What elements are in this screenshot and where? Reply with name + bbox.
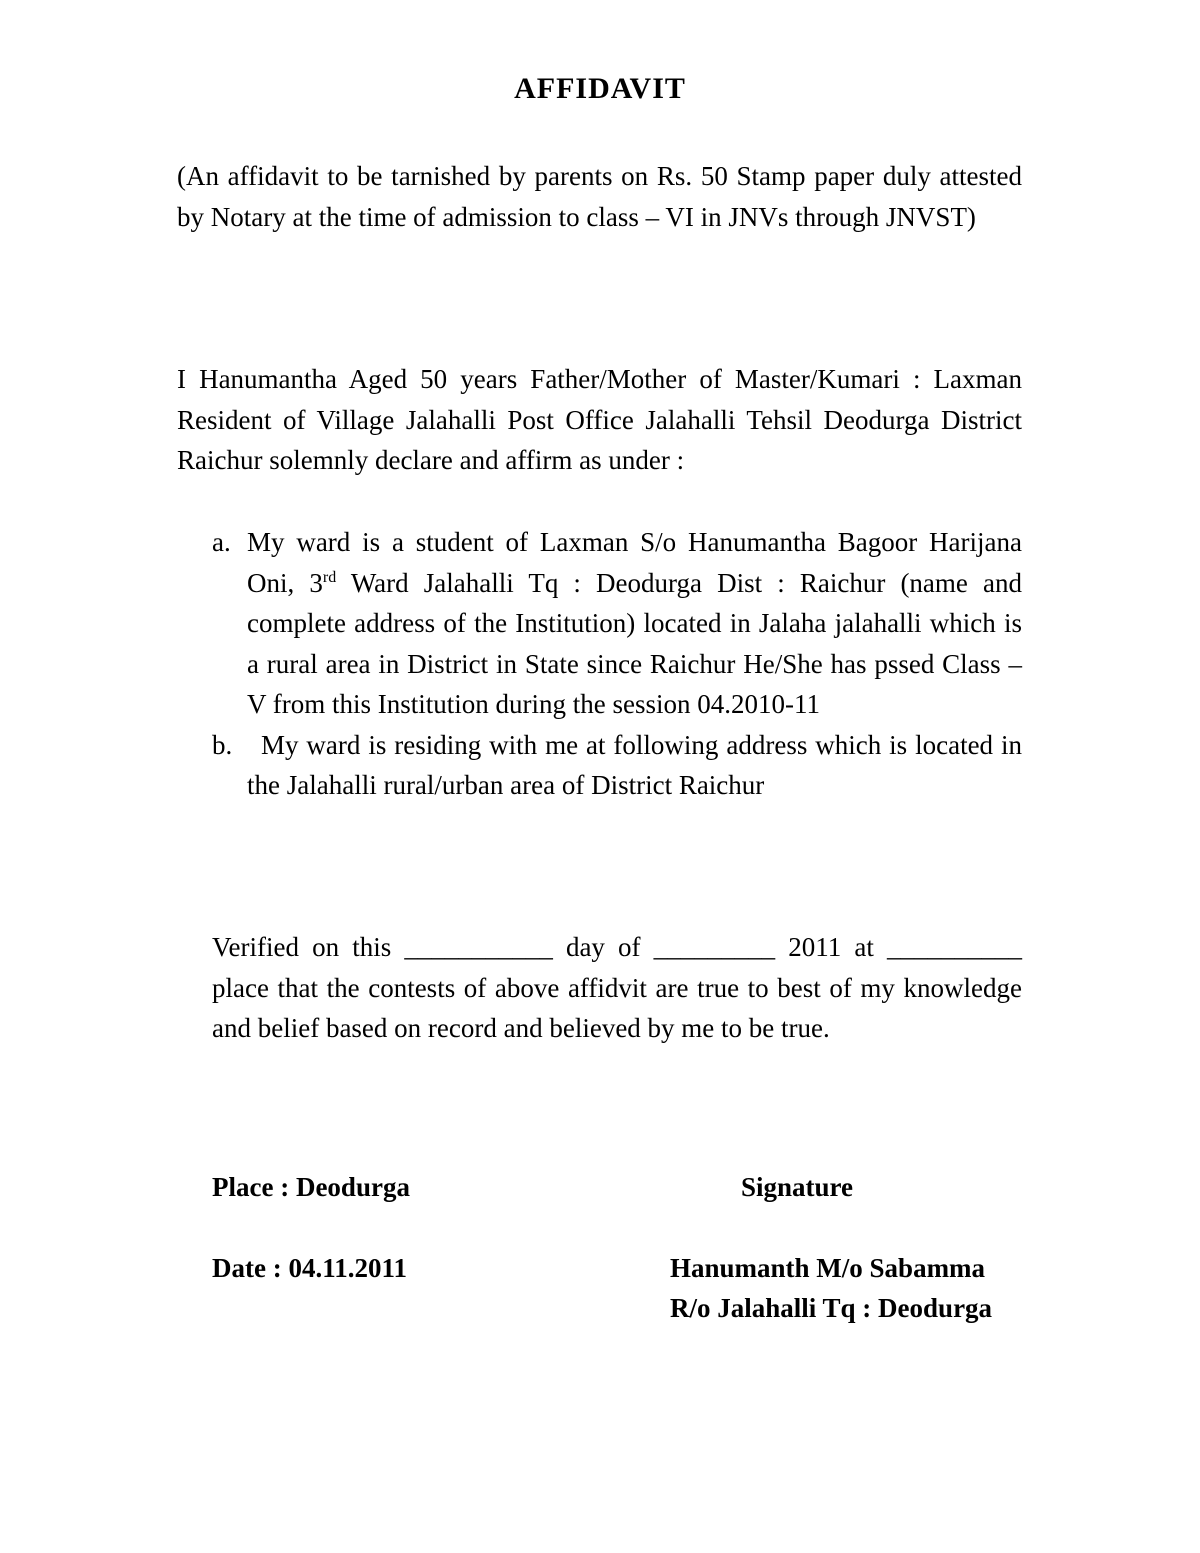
- list-item: [212, 725, 1022, 806]
- date-line: Date : 04.11.2011: [212, 1253, 407, 1283]
- signatory-name: Hanumanth M/o Sabamma: [670, 1253, 986, 1283]
- signature-label: Signature: [741, 1172, 854, 1202]
- declaration-list: [212, 522, 1022, 806]
- verification-paragraph: Verified on this ___________ day of _________ 2011 at __________ place that the contests of above affidvit are true to best of my knowledge and belief based on record and believed by me to be true.: [212, 932, 1022, 1043]
- ordinal-superscript: rd: [322, 568, 337, 586]
- list-item-text: My ward is residing with me at following address which is located in the Jalahalli rural/urban area of District Raichur: [247, 729, 1022, 800]
- list-item-text: [247, 522, 1022, 725]
- document-title: AFFIDAVIT: [514, 72, 686, 105]
- place-line: Place : Deodurga: [212, 1172, 410, 1202]
- list-item-text-part1: My ward is a student of Laxman S/o Hanumantha Bagoor Harijana Oni, 3: [247, 527, 1022, 598]
- intro-paragraph: (An affidavit to be tarnished by parents on Rs. 50 Stamp paper duly attested by Notary at the time of admission to class – VI in JNVs through JNVST): [177, 161, 1022, 232]
- signatory-address: R/o Jalahalli Tq : Deodurga: [670, 1293, 993, 1323]
- list-item: [212, 522, 1022, 725]
- list-marker: a.: [212, 527, 231, 557]
- declaration-paragraph: I Hanumantha Aged 50 years Father/Mother of Master/Kumari : Laxman Resident of Village Jalahalli Post Office Jalahalli Tehsil Deodurga District Raichur solemnly declare and affirm as under :: [177, 364, 1022, 475]
- list-item-text-part2: Ward Jalahalli Tq : Deodurga Dist : Raichur (name and complete address of the Institution) located in Jalaha jalahalli which is a rural area in District in State since Raichur He/She has pssed Class – V from this Institution during the session 04.2010-11: [247, 567, 1022, 719]
- list-marker: b.: [212, 729, 233, 760]
